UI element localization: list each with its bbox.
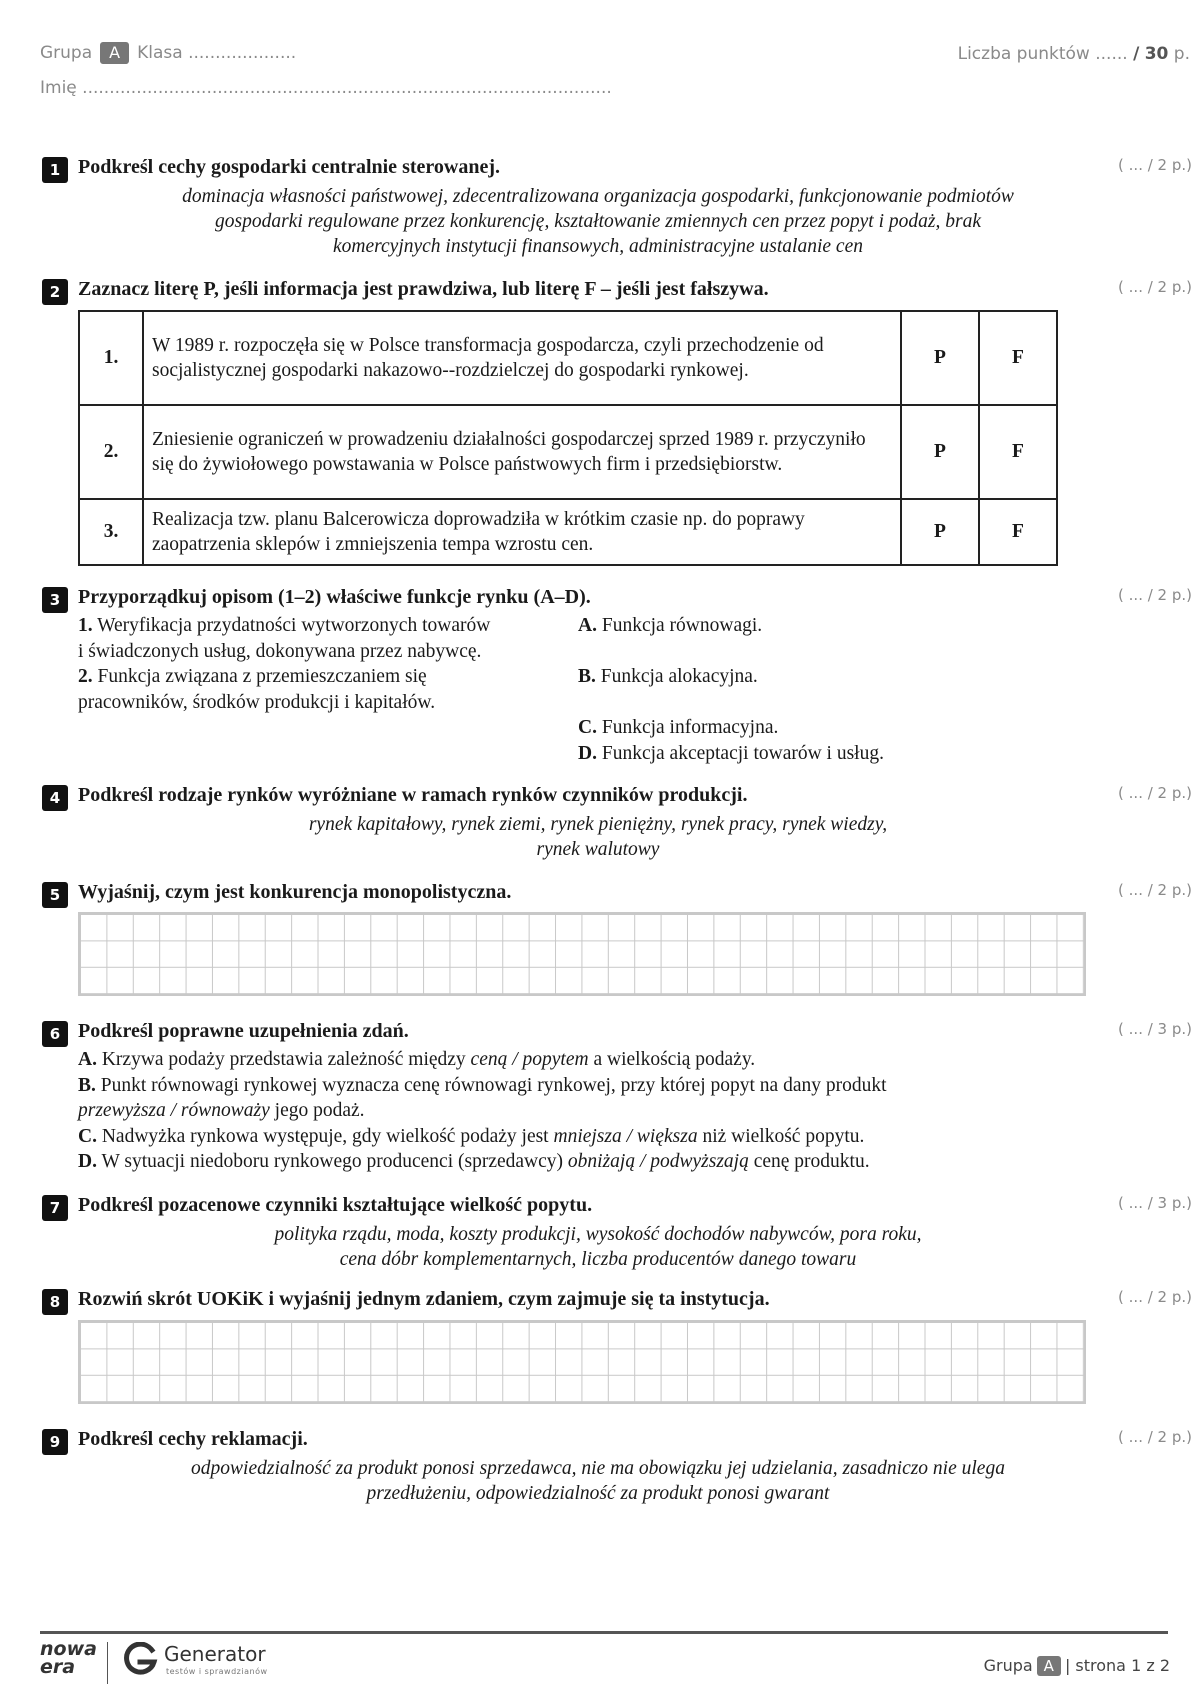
header-name <box>40 78 612 98</box>
answer-f[interactable]: F <box>979 311 1057 405</box>
generator-logo-icon <box>122 1642 158 1678</box>
sentence-text: Punkt równowagi rynkowej wyznacza cenę równowagi rynkowej, przy której popyt na dany produkt <box>100 1074 887 1096</box>
nowa-era-logo <box>40 1640 97 1676</box>
sentence-choices[interactable]: ceną / popytem <box>470 1049 589 1070</box>
table-row <box>79 405 1057 499</box>
sentences <box>78 1047 1088 1175</box>
options-line[interactable]: rynek kapitałowy, rynek ziemi, rynek pieniężny, rynek pracy, rynek wiedzy, <box>308 814 888 835</box>
option-text: Funkcja alokacyjna. <box>600 666 758 687</box>
question-number: 8 <box>42 1289 68 1315</box>
question-7 <box>42 1192 1192 1272</box>
question-9 <box>42 1426 1192 1506</box>
question-number: 2 <box>42 279 68 305</box>
descriptions <box>78 613 578 715</box>
question-number: 5 <box>42 882 68 908</box>
answer-f[interactable]: F <box>979 405 1057 499</box>
question-title: Rozwiń skrót UOKiK i wyjaśnij jednym zdaniem, czym zajmuje się ta instytucja. <box>78 1288 770 1310</box>
question-title: Podkreśl rodzaje rynków wyróżniane w ramach rynków czynników produkcji. <box>78 784 748 806</box>
question-number: 3 <box>42 587 68 613</box>
footer-group-badge: A <box>1037 1656 1061 1676</box>
generator-tagline: testów i sprawdzianów <box>166 1667 268 1676</box>
question-number: 1 <box>42 157 68 183</box>
option-text: Funkcja akceptacji towarów i usług. <box>601 742 884 764</box>
options-line[interactable]: przedłużeniu, odpowiedzialność za produkt ponosi gwarant <box>366 1483 830 1504</box>
functions-list <box>578 613 998 766</box>
answer-options <box>78 1456 1118 1506</box>
true-false-table <box>78 310 1058 566</box>
question-score: ( ... / 2 p.) <box>1118 278 1192 296</box>
question-score: ( ... / 2 p.) <box>1118 1428 1192 1446</box>
sentence-letter: B. <box>78 1074 96 1096</box>
row-statement: Zniesienie ograniczeń w prowadzeniu działalności gospodarczej sprzed 1989 r. przyczyniło się do żywiołowego powstawania w Polsce państwowych firm i przedsiębiorstw. <box>143 405 901 499</box>
class-label: Klasa <box>137 43 183 63</box>
question-number: 9 <box>42 1429 68 1455</box>
header-points <box>958 44 1190 64</box>
answer-p[interactable]: P <box>901 499 979 565</box>
group-label: Grupa <box>40 43 93 63</box>
question-1 <box>42 154 1192 257</box>
row-number: 2. <box>79 405 143 499</box>
option-letter: C. <box>578 717 597 738</box>
answer-grid[interactable] <box>78 912 1086 996</box>
sentence-text: a wielkością podaży. <box>593 1049 756 1070</box>
desc-number: 2. <box>78 666 93 687</box>
sentence-text: cenę produktu. <box>753 1151 870 1172</box>
question-title: Podkreśl cechy reklamacji. <box>78 1428 308 1450</box>
group-badge: A <box>100 42 129 64</box>
table-row <box>79 311 1057 405</box>
points-total: 30 <box>1144 44 1169 64</box>
question-title: Przyporządkuj opisom (1–2) właściwe funkcje rynku (A–D). <box>78 586 591 608</box>
header-group-class <box>40 42 296 64</box>
question-3 <box>42 584 1192 764</box>
logo-separator <box>107 1642 108 1684</box>
sentence-text: W sytuacji niedoboru rynkowego producenci (sprzedawcy) <box>101 1151 564 1172</box>
desc-text: pracowników, środków produkcji i kapitałów. <box>78 691 436 713</box>
question-score: ( ... / 2 p.) <box>1118 784 1192 802</box>
name-label: Imię <box>40 78 77 98</box>
sentence-letter: C. <box>78 1125 97 1147</box>
sentence-choices[interactable]: przewyższa / równoważy <box>78 1100 270 1121</box>
footer-divider <box>40 1631 1168 1634</box>
question-score: ( ... / 2 p.) <box>1118 586 1192 604</box>
sentence-text: niż wielkość popytu. <box>702 1125 865 1147</box>
sentence-choices[interactable]: obniżają / podwyższają <box>567 1151 749 1172</box>
question-score: ( ... / 2 p.) <box>1118 1288 1192 1306</box>
page-number: | strona 1 z 2 <box>1064 1656 1170 1675</box>
question-title: Podkreśl poprawne uzupełnienia zdań. <box>78 1020 409 1042</box>
answer-options <box>78 1222 1118 1272</box>
options-line[interactable]: dominacja własności państwowej, zdecentralizowana organizacja gospodarki, funkcjonowanie podmiotów <box>182 186 1014 207</box>
question-score: ( ... / 2 p.) <box>1118 156 1192 174</box>
question-title: Podkreśl cechy gospodarki centralnie sterowanej. <box>78 156 501 178</box>
question-number: 6 <box>42 1021 68 1047</box>
sentence-choices[interactable]: mniejsza / większa <box>553 1125 698 1147</box>
question-score: ( ... / 2 p.) <box>1118 881 1192 899</box>
option-letter: A. <box>578 615 597 636</box>
points-slash: / <box>1133 44 1140 64</box>
sentence-text: jego podaż. <box>274 1100 365 1121</box>
desc-text: Funkcja związana z przemieszczaniem się <box>97 666 427 687</box>
row-statement: Realizacja tzw. planu Balcerowicza doprowadziła w krótkim czasie np. do poprawy zaopatrzenia sklepów i zmniejszenia tempa wzrostu cen. <box>143 499 901 565</box>
options-line[interactable]: gospodarki regulowane przez konkurencję, kształtowanie zmiennych cen przez popyt i podaż, brak <box>215 211 981 232</box>
footer-group-label: Grupa <box>983 1656 1033 1675</box>
row-number: 3. <box>79 499 143 565</box>
answer-f[interactable]: F <box>979 499 1057 565</box>
options-line[interactable]: rynek walutowy <box>536 839 660 860</box>
option-text: Funkcja informacyjna. <box>601 717 779 738</box>
points-field[interactable]: ...... <box>1095 44 1128 64</box>
question-score: ( ... / 3 p.) <box>1118 1194 1192 1212</box>
points-label: Liczba punktów <box>957 44 1090 64</box>
sentence-text: Krzywa podaży przedstawia zależność między <box>101 1049 466 1070</box>
row-statement: W 1989 r. rozpoczęła się w Polsce transformacja gospodarcza, czyli przechodzenie od socjalistycznej gospodarki nakazowo--rozdzielczej do gospodarki rynkowej. <box>143 311 901 405</box>
options-line[interactable]: polityka rządu, moda, koszty produkcji, wysokość dochodów nabywców, pora roku, <box>274 1224 922 1245</box>
desc-number: 1. <box>78 615 93 636</box>
name-field[interactable]: .................................................................................................. <box>82 78 612 98</box>
answer-options <box>78 812 1118 862</box>
generator-logo-text: Generator <box>164 1642 266 1666</box>
question-6 <box>42 1018 1192 1178</box>
question-title: Zaznacz literę P, jeśli informacja jest prawdziwa, lub literę F – jeśli jest fałszywa. <box>78 278 769 300</box>
question-title: Podkreśl pozacenowe czynniki kształtujące wielkość popytu. <box>78 1194 593 1216</box>
question-4 <box>42 782 1192 862</box>
options-line[interactable]: odpowiedzialność za produkt ponosi sprzedawca, nie ma obowiązku jej udzielania, zasadniczo nie ulega <box>191 1458 1005 1479</box>
footer-page-info <box>984 1656 1170 1676</box>
answer-p[interactable]: P <box>901 405 979 499</box>
logo-text-nowa: nowa <box>40 1638 97 1660</box>
points-unit: p. <box>1173 44 1190 64</box>
option-letter: D. <box>578 742 597 764</box>
sentence-letter: D. <box>78 1151 97 1172</box>
sentence-letter: A. <box>78 1049 97 1070</box>
class-field[interactable]: .................... <box>188 43 297 63</box>
answer-grid[interactable] <box>78 1320 1086 1404</box>
question-title: Wyjaśnij, czym jest konkurencja monopolistyczna. <box>78 881 512 903</box>
sentence-text: Nadwyżka rynkowa występuje, gdy wielkość podaży jest <box>101 1125 549 1147</box>
options-line[interactable]: cena dóbr komplementarnych, liczba producentów danego towaru <box>339 1249 857 1270</box>
desc-text: i świadczonych usług, dokonywana przez nabywcę. <box>78 640 482 662</box>
desc-text: Weryfikacja przydatności wytworzonych towarów <box>97 615 491 636</box>
options-line[interactable]: komercyjnych instytucji finansowych, administracyjne ustalanie cen <box>333 236 863 257</box>
row-number: 1. <box>79 311 143 405</box>
answer-p[interactable]: P <box>901 311 979 405</box>
question-number: 4 <box>42 785 68 811</box>
table-row <box>79 499 1057 565</box>
logo-text-era: era <box>40 1656 76 1678</box>
question-score: ( ... / 3 p.) <box>1118 1020 1192 1038</box>
option-text: Funkcja równowagi. <box>601 615 763 636</box>
option-letter: B. <box>578 666 596 687</box>
question-number: 7 <box>42 1195 68 1221</box>
answer-options <box>78 184 1118 259</box>
